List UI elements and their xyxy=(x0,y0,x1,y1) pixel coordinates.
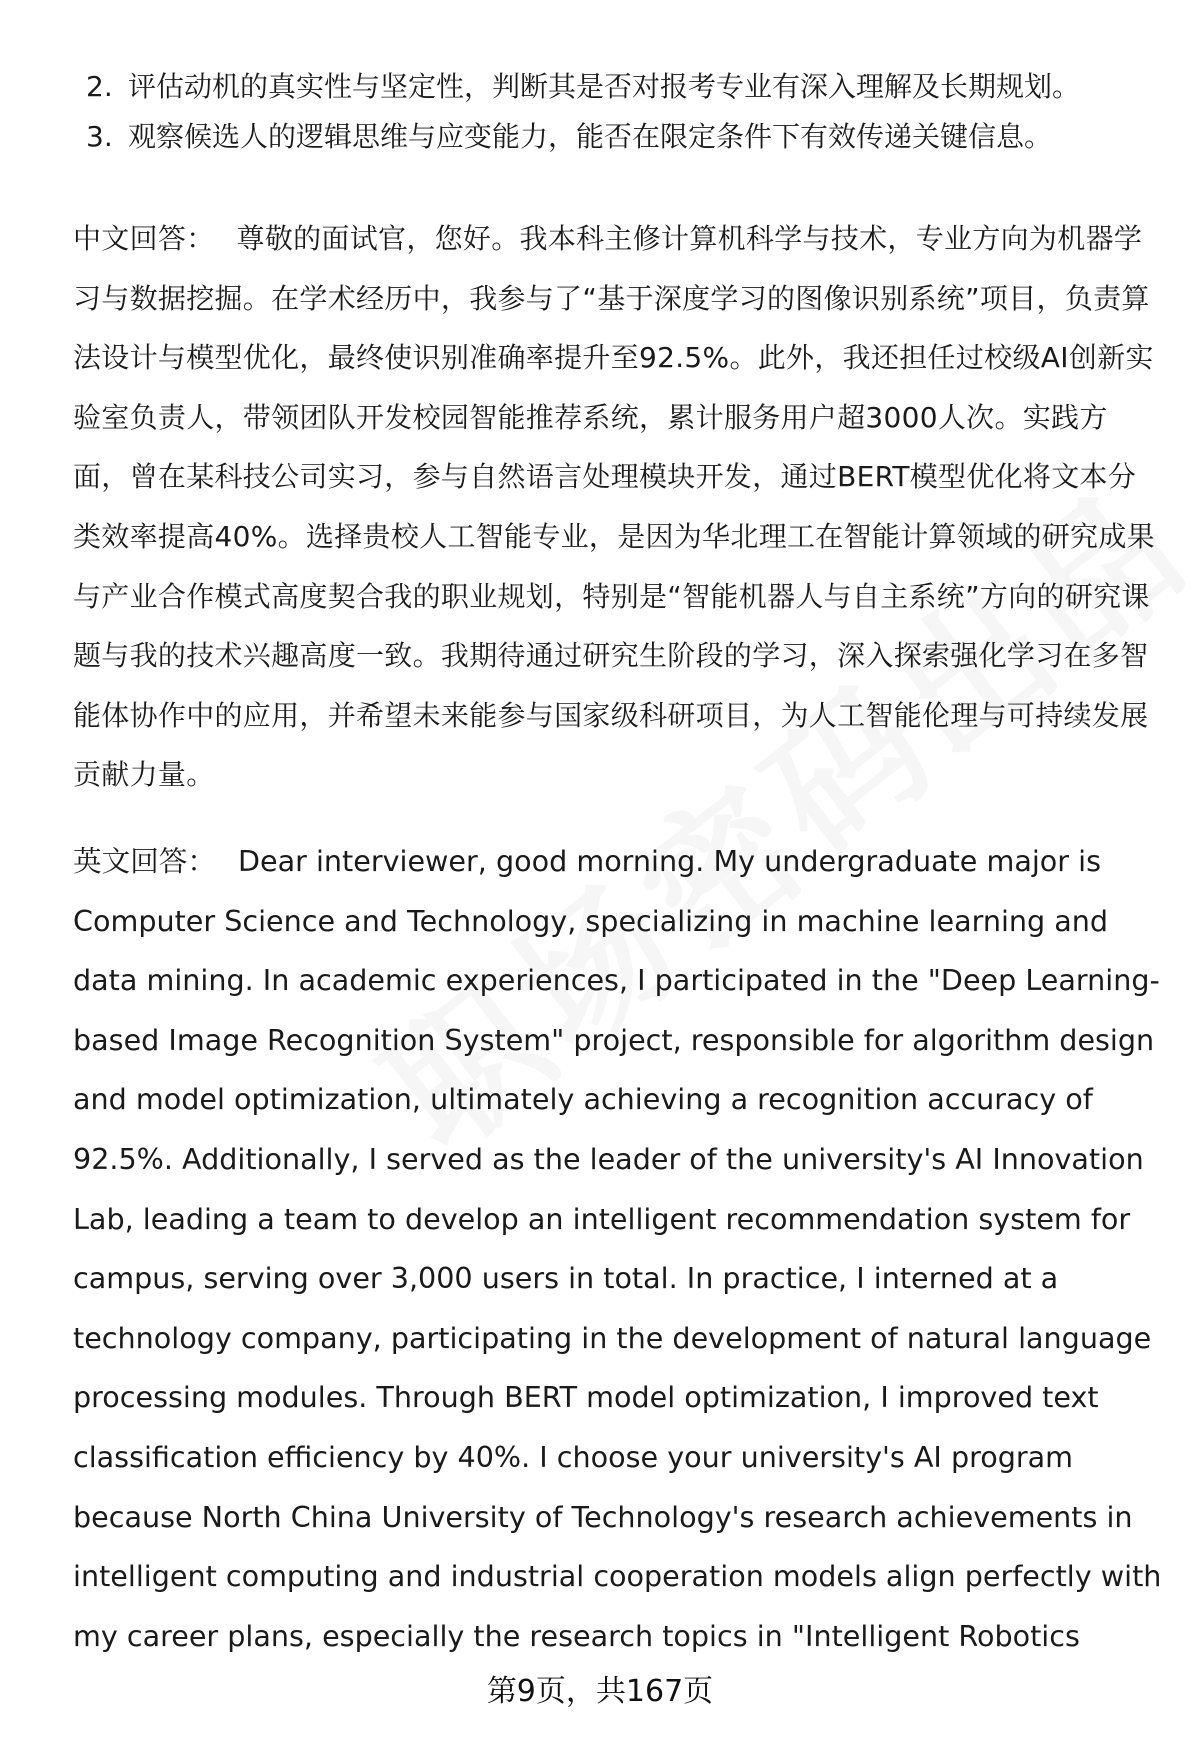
english-answer-paragraph xyxy=(73,832,1163,1666)
list-item xyxy=(86,62,1166,112)
english-answer-label: 英文回答： xyxy=(73,844,216,878)
list-item-number: 3. xyxy=(86,120,113,153)
list-item-number: 2. xyxy=(86,70,113,103)
chinese-answer-paragraph xyxy=(73,209,1163,805)
criteria-list xyxy=(86,62,1166,162)
list-item-text: 观察候选人的逻辑思维与应变能力，能否在限定条件下有效传递关键信息。 xyxy=(128,120,1053,153)
list-item-text: 评估动机的真实性与坚定性，判断其是否对报考专业有深入理解及长期规划。 xyxy=(128,70,1081,103)
page-footer: 第9页，共167页 xyxy=(486,1674,714,1709)
list-item xyxy=(86,112,1166,162)
chinese-answer-text: 尊敬的面试官，您好。我本科主修计算机科学与技术，专业方向为机器学习与数据挖掘。在学术经历中，我参与了“基于深度学习的图像识别系统”项目，负责算法设计与模型优化，最终使识别准确率提升至92.5%。此外，我还担任过校级AI创新实验室负责人，带领团队开发校园智能推荐系统，累计服务用户超3000人次。实践方面，曾在某科技公司实习，参与自然语言处理模块开发，通过BERT模型优化将文本分类效率提高40%。选择贵校人工智能专业，是因为华北理工在智能计算领域的研究成果与产业合作模式高度契合我的职业规划，特别是“智能机器人与自主系统”方向的研究课题与我的技术兴趣高度一致。我期待通过研究生阶段的学习，深入探索强化学习在多智能体协作中的应用，并希望未来能参与国家级科研项目，为人工智能伦理与可持续发展贡献力量。 xyxy=(73,222,1155,792)
chinese-answer-label: 中文回答： xyxy=(73,222,215,255)
english-answer-text: Dear interviewer, good morning. My undergraduate major is Computer Science and Technology, specializing in machine learning and data mining. In academic experiences, I participated in the "Deep Learning-based Image Recognition System" project, responsible for algorithm design and model optimization, ultimately achieving a recognition accuracy of 92.5%. Additionally, I served as the leader of the university's AI Innovation Lab, leading a team to develop an intelligent recommendation system for campus, serving over 3,000 users in total. In practice, I interned at a technology company, participating in the development of natural language processing modules. Through BERT model optimization, I improved text classification efficiency by 40%. I choose your university's AI program because North China University of Technology's research achievements in intelligent computing and industrial cooperation models align perfectly with my career plans, especially the research topics in "Intelligent Robotics xyxy=(73,844,1162,1653)
